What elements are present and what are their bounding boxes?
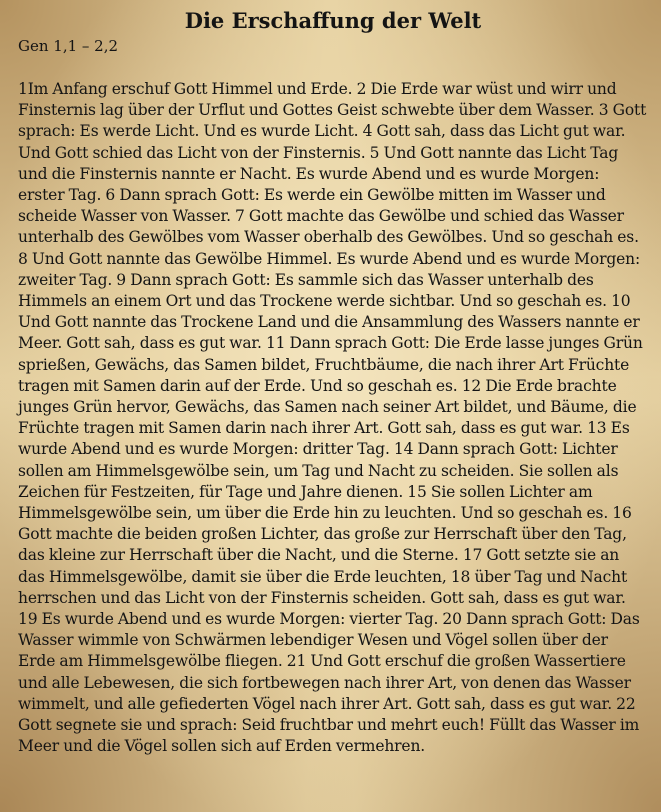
text-column <box>18 6 648 758</box>
scripture-passage: 1Im Anfang erschuf Gott Himmel und Erde. 2 Die Erde war wüst und wirr und Finsternis lag über der Urflut und Gottes Geist schwebte über dem Wasser. 3 Gott sprach: Es werde Licht. Und es wurde Licht. 4 Gott sah, dass das Licht gut war. Und Gott schied das Licht von der Finsternis. 5 Und Gott nannte das Licht Tag und die Finsternis nannte er Nacht. Es wurde Abend und es wurde Morgen: erster Tag. 6 Dann sprach Gott: Es werde ein Gewölbe mitten im Wasser und scheide Wasser von Wasser. 7 Gott machte das Gewölbe und schied das Wasser unterhalb des Gewölbes vom Wasser oberhalb des Gewölbes. Und so geschah es. 8 Und Gott nannte das Gewölbe Himmel. Es wurde Abend und es wurde Morgen: zweiter Tag. 9 Dann sprach Gott: Es sammle sich das Wasser unterhalb des Himmels an einem Ort und das Trockene werde sichtbar. Und so geschah es. 10 Und Gott nannte das Trockene Land und die Ansammlung des Wassers nannte er Meer. Gott sah, dass es gut war. 11 Dann sprach Gott: Die Erde lasse junges Grün sprießen, Gewächs, das Samen bildet, Fruchtbäume, die nach ihrer Art Früchte tragen mit Samen darin auf der Erde. Und so geschah es. 12 Die Erde brachte junges Grün hervor, Gewächs, das Samen nach seiner Art bildet, und Bäume, die Früchte tragen mit Samen darin nach ihrer Art. Gott sah, dass es gut war. 13 Es wurde Abend und es wurde Morgen: dritter Tag. 14 Dann sprach Gott: Lichter sollen am Himmelsgewölbe sein, um Tag und Nacht zu scheiden. Sie sollen als Zeichen für Festzeiten, für Tage und Jahre dienen. 15 Sie sollen Lichter am Himmelsgewölbe sein, um über die Erde hin zu leuchten. Und so geschah es. 16 Gott machte die beiden großen Lichter, das große zur Herrschaft über den Tag, das kleine zur Herrschaft über die Nacht, und die Sterne. 17 Gott setzte sie an das Himmelsgewölbe, damit sie über die Erde leuchten, 18 über Tag und Nacht herrschen und das Licht von der Finsternis scheiden. Gott sah, dass es gut war. 19 Es wurde Abend und es wurde Morgen: vierter Tag. 20 Dann sprach Gott: Das Wasser wimmle von Schwärmen lebendiger Wesen und Vögel sollen über der Erde am Himmelsgewölbe fliegen. 21 Und Gott erschuf die großen Wassertiere und alle Lebewesen, die sich fortbewegen nach ihrer Art, von denen das Wasser wimmelt, und alle gefiederten Vögel nach ihrer Art. Gott sah, dass es gut war. 22 Gott segnete sie und sprach: Seid fruchtbar und mehrt euch! Füllt das Wasser im Meer und die Vögel sollen sich auf Erden vermehren. <box>18 80 647 756</box>
page-title: Die Erschaffung der Welt <box>184 8 482 33</box>
scripture-reference: Gen 1,1 – 2,2 <box>18 37 119 55</box>
paragraph-spacer <box>18 56 648 79</box>
